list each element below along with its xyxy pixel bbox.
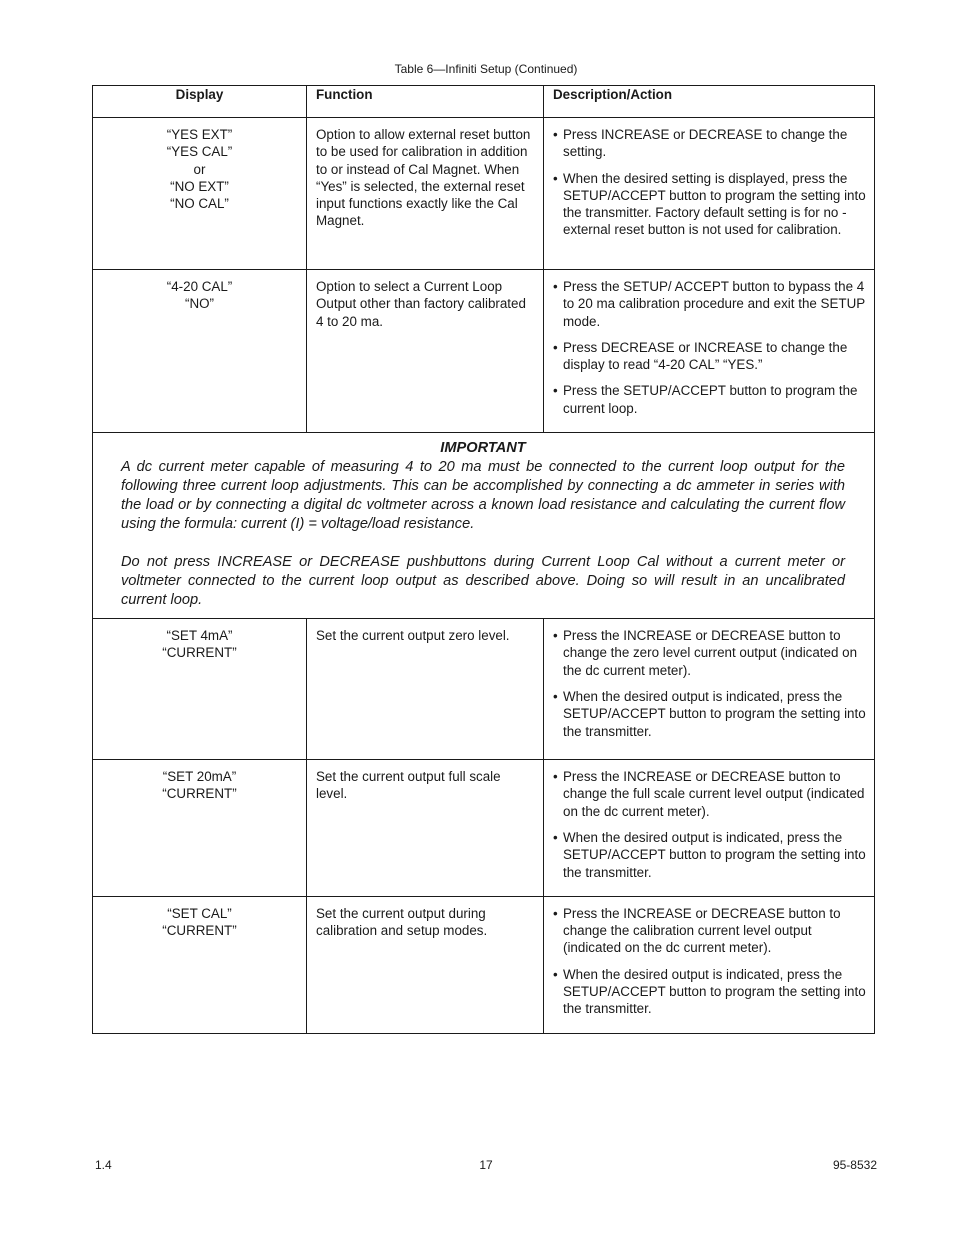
- header-function: Function: [307, 86, 544, 118]
- bullet-icon: •: [553, 966, 558, 982]
- description-cell: [544, 619, 875, 760]
- description-cell: [544, 896, 875, 1033]
- function-cell: Option to allow external reset button to be used for calibration in addition to or instead of Cal Magnet. When “Yes” is selected, the external reset input functions exactly like the Cal Magnet.: [307, 118, 544, 270]
- table-row: [93, 896, 875, 1033]
- bullet-icon: •: [553, 170, 558, 186]
- bullet-item: [553, 688, 868, 740]
- display-line: “NO EXT”: [170, 178, 229, 194]
- bullet-icon: •: [553, 829, 558, 845]
- important-row: [93, 433, 875, 619]
- setup-table: [92, 85, 875, 1034]
- bullet-text: Press the SETUP/ACCEPT button to program the current loop.: [563, 383, 858, 416]
- bullet-item: [553, 768, 868, 820]
- important-paragraph: Do not press INCREASE or DECREASE pushbuttons during Current Loop Cal without a current meter or voltmeter connected to the current loop output as described above. Doing so will result in an uncalibrated current loop.: [121, 554, 845, 609]
- display-line: “SET CAL”: [167, 905, 232, 921]
- description-cell: [544, 760, 875, 897]
- bullet-item: [553, 627, 868, 679]
- bullet-item: [553, 278, 868, 330]
- bullet-text: Press INCREASE or DECREASE to change the setting.: [563, 127, 848, 160]
- bullet-item: [553, 126, 868, 161]
- important-paragraph: A dc current meter capable of measuring 4 to 20 ma must be connected to the current loop output for the following three current loop adjustments. This can be accomplished by connecting a dc ammeter in series with the load or by connecting a digital dc voltmeter across a known load resistance and calculating the current flow using the formula: current (I) = voltage/load resistance.: [121, 459, 845, 533]
- function-cell: Set the current output full scale level.: [307, 760, 544, 897]
- footer-document-number: 95-8532: [832, 1158, 877, 1172]
- display-cell: [93, 760, 307, 897]
- display-line: “SET 4mA”: [166, 628, 233, 644]
- bullet-item: [553, 829, 868, 881]
- bullet-text: When the desired output is indicated, press the SETUP/ACCEPT button to program the setting into the transmitter.: [563, 688, 866, 739]
- table-row: [93, 270, 875, 433]
- bullet-text: Press the INCREASE or DECREASE button to change the zero level current output (indicated on the dc current meter).: [563, 628, 858, 678]
- display-cell: [93, 896, 307, 1033]
- header-display: Display: [93, 86, 307, 118]
- bullet-icon: •: [553, 628, 558, 644]
- table-row: [93, 118, 875, 270]
- bullet-item: [553, 966, 868, 1018]
- bullet-text: Press the SETUP/ ACCEPT button to bypass the 4 to 20 ma calibration procedure and exit the SETUP mode.: [563, 279, 865, 329]
- bullet-text: Press DECREASE or INCREASE to change the display to read “4-20 CAL” “YES.”: [563, 339, 848, 373]
- display-cell: [93, 619, 307, 760]
- display-cell: [93, 270, 307, 433]
- table-row: [93, 619, 875, 760]
- display-line: or: [193, 161, 206, 177]
- bullet-item: [553, 339, 868, 374]
- function-cell: Set the current output zero level.: [307, 619, 544, 760]
- display-line: “4-20 CAL”: [166, 279, 233, 294]
- display-line: “CURRENT”: [162, 786, 237, 802]
- bullet-item: [553, 382, 868, 417]
- display-line: “NO”: [184, 296, 214, 312]
- display-line: “SET 20mA”: [162, 769, 237, 785]
- bullet-item: [553, 905, 868, 957]
- important-title: IMPORTANT: [440, 440, 526, 457]
- display-cell: [93, 118, 307, 270]
- display-line: “NO CAL”: [170, 196, 229, 212]
- important-notice: [93, 433, 875, 619]
- table-row: [93, 760, 875, 897]
- display-line: “YES CAL”: [166, 144, 233, 160]
- bullet-text: When the desired setting is displayed, press the SETUP/ACCEPT button to program the setting into the transmitter. Factory default setting is for no - external reset button is not used for calibration.: [563, 170, 866, 238]
- bullet-icon: •: [553, 383, 558, 399]
- bullet-text: Press the INCREASE or DECREASE button to change the calibration current level output (indicated on the dc current meter).: [563, 905, 841, 956]
- display-line: “CURRENT”: [162, 923, 237, 939]
- bullet-icon: •: [553, 339, 558, 355]
- bullet-icon: •: [553, 905, 558, 921]
- bullet-icon: •: [553, 127, 558, 142]
- display-line: “CURRENT”: [162, 645, 237, 661]
- table-header-row: [93, 86, 875, 118]
- function-cell: Set the current output during calibration and setup modes.: [307, 896, 544, 1033]
- bullet-icon: •: [553, 279, 558, 294]
- description-cell: [544, 270, 875, 433]
- function-cell: Option to select a Current Loop Output other than factory calibrated 4 to 20 ma.: [307, 270, 544, 433]
- description-cell: [544, 118, 875, 270]
- bullet-text: When the desired output is indicated, press the SETUP/ACCEPT button to program the setting into the transmitter.: [563, 966, 866, 1017]
- bullet-icon: •: [553, 769, 558, 785]
- bullet-item: [553, 170, 868, 239]
- bullet-text: Press the INCREASE or DECREASE button to change the full scale current level output (indicated on the dc current meter).: [563, 769, 865, 819]
- footer-revision: 1.4: [95, 1158, 112, 1172]
- display-line: “YES EXT”: [166, 127, 233, 142]
- bullet-icon: •: [553, 688, 558, 704]
- footer-page-number: 17: [479, 1158, 493, 1172]
- table-caption: Table 6—Infiniti Setup (Continued): [394, 62, 578, 76]
- header-description: Description/Action: [544, 86, 875, 118]
- bullet-text: When the desired output is indicated, press the SETUP/ACCEPT button to program the setting into the transmitter.: [563, 829, 866, 880]
